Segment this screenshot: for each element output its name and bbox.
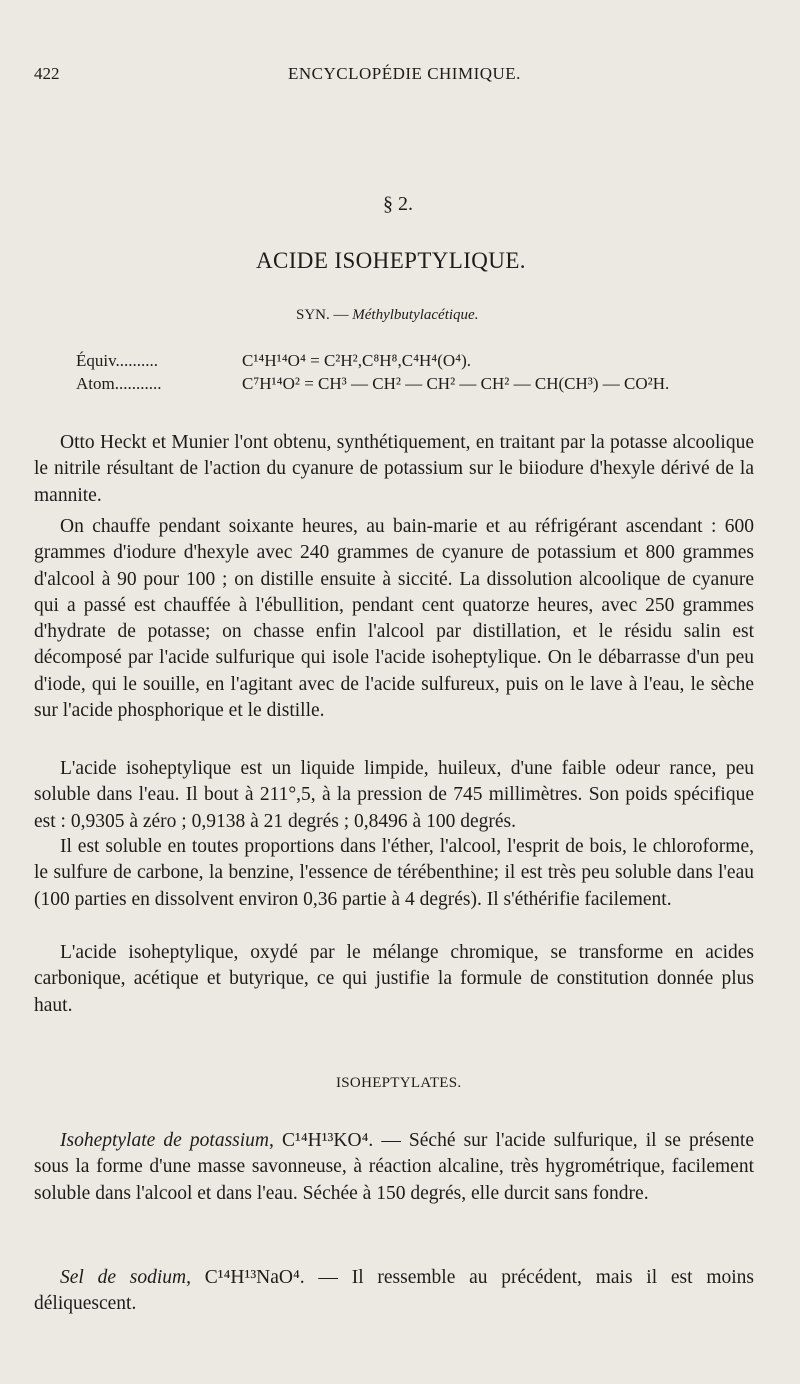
paragraph-properties: L'acide isoheptylique est un liquide limpide, huileux, d'une faible odeur rance, peu soluble dans l'eau. Il bout à 211°,5, à la pression de 745 millimètres. Son poids spécifique est : 0,9305 à zéro ; 0,9138 à 21 degrés ; 0,8496 à 100 degrés. bbox=[34, 758, 754, 832]
salt-name-potassium: Isoheptylate de potassium, bbox=[60, 1130, 274, 1151]
equiv-formula: C¹⁴H¹⁴O⁴ = C²H²,C⁸H⁸,C⁴H⁴(O⁴). bbox=[242, 351, 471, 370]
paragraph-oxidation: L'acide isoheptylique, oxydé par le mélange chromique, se transforme en acides carbonique, acétique et butyrique, ce qui justifie la formule de constitution donnée plus haut. bbox=[34, 942, 754, 1016]
subsection-title: ISOHEPTYLATES. bbox=[336, 1075, 462, 1091]
paragraph-procedure: On chauffe pendant soixante heures, au bain-marie et au réfrigérant ascendant : 600 grammes d'iodure d'hexyle avec 240 grammes de cyanure de potassium et 800 grammes d'alcool à 90 pour 100 ; on distille ensuite à siccité. La dissolution alcoolique de cyanure qui a passé est chauffée à l'ébullition, pendant cent quatorze heures, avec 250 grammes d'hydrate de potasse; on chasse enfin l'alcool par distillation, et le résidu salin est décomposé par l'acide sulfurique qui isole l'acide isoheptylique. On le débarrasse d'un peu d'iode, qui le souille, en l'agitant avec de l'acide sulfureux, puis on le lave à l'eau, le sèche sur l'acide phosphorique et le distille. bbox=[34, 516, 754, 722]
synonym-value: Méthylbutylacétique. bbox=[352, 307, 479, 323]
paragraph-synthesis: Otto Heckt et Munier l'ont obtenu, synthétiquement, en traitant par la potasse alcoolique le nitrile résultant de l'action du cyanure de potassium sur le biiodure d'hexyle dérivé de la mannite. bbox=[34, 432, 754, 506]
running-title: ENCYCLOPÉDIE CHIMIQUE. bbox=[288, 64, 521, 83]
equiv-label: Équiv.......... bbox=[76, 351, 159, 370]
salt-name-sodium: Sel de sodium, bbox=[60, 1267, 191, 1288]
synonym-line bbox=[296, 307, 478, 324]
atom-label: Atom........... bbox=[76, 374, 162, 393]
page-number: 422 bbox=[34, 64, 60, 83]
section-title: ACIDE ISOHEPTYLIQUE. bbox=[256, 248, 526, 273]
paragraph-potassium-salt: Isoheptylate de potassium, C¹⁴H¹³KO⁴. — Séché sur l'acide sulfurique, il se présente sous la forme d'une masse savonneuse, à réaction alcaline, très hygrométrique, facilement soluble dans l'alcool et dans l'eau. Séchée à 150 degrés, elle durcit sans fondre. bbox=[34, 1130, 754, 1204]
paragraph-sodium-salt: Sel de sodium, C¹⁴H¹³NaO⁴. — Il ressemble au précédent, mais il est moins déliquescent. bbox=[34, 1267, 754, 1315]
paragraph-solubility: Il est soluble en toutes proportions dans l'éther, l'alcool, l'esprit de bois, le chloroforme, le sulfure de carbone, la benzine, l'essence de térébenthine; il est très peu soluble dans l'eau (100 parties en dissolvent environ 0,36 partie à 4 degrés). Il s'éthérifie facilement. bbox=[34, 836, 754, 910]
section-mark: § 2. bbox=[383, 193, 413, 215]
synonym-label: SYN. — bbox=[296, 307, 349, 323]
atom-formula: C⁷H¹⁴O² = CH³ — CH² — CH² — CH² — CH(CH³) — CO²H. bbox=[242, 374, 670, 393]
